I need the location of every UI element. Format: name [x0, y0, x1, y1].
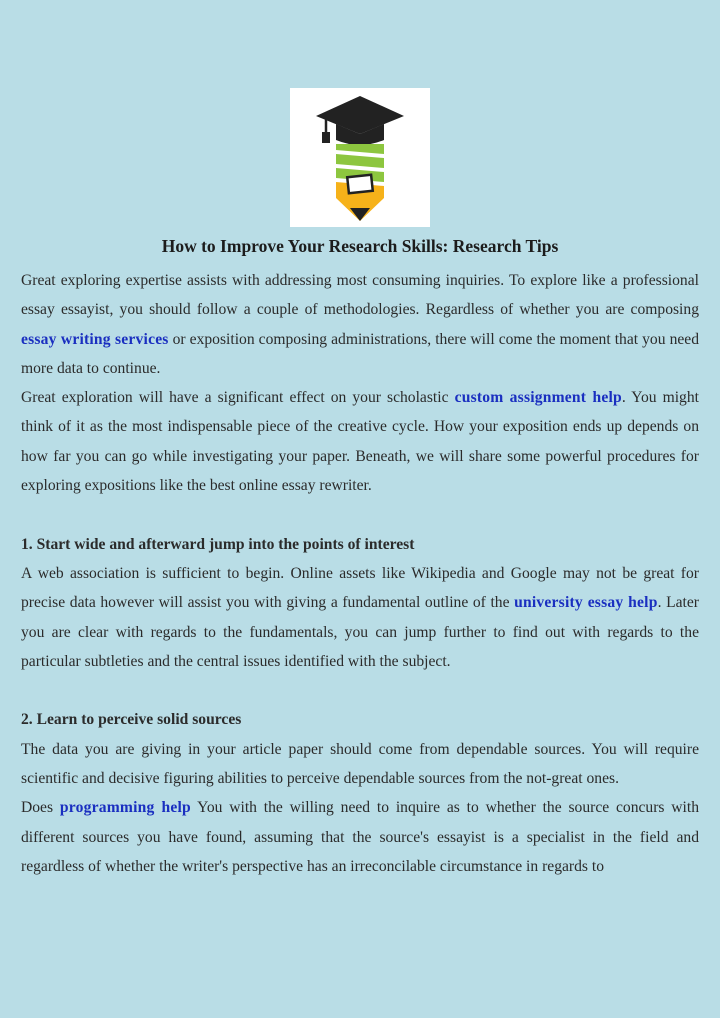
custom-assignment-help-link[interactable]: custom assignment help [454, 389, 622, 407]
programming-help-link[interactable]: programming help [59, 799, 191, 817]
logo [290, 88, 430, 227]
university-essay-help-link[interactable]: university essay help [514, 594, 658, 612]
essay-writing-services-link[interactable]: essay writing services [21, 330, 169, 348]
section-2-paragraph: The data you are giving in your article paper should come from dependable sources. You will require scientific and decisive figuring abilities to perceive dependable sources from the not-great ones. [21, 740, 699, 788]
article-body [21, 266, 699, 881]
section-1-heading: 1. Start wide and afterward jump into the points of interest [21, 535, 415, 553]
section-2-heading: 2. Learn to perceive solid sources [21, 711, 242, 729]
graduation-cap-pencil-icon [290, 88, 430, 227]
intro-paragraph: Great exploring expertise assists with addressing most consuming inquiries. To explore like a professional essay essayist, you should follow a couple of methodologies. Regardless of whether you are composing essay writing services or exposition composing administrations, there will come the moment that you need more data to continue. [21, 272, 700, 377]
spacer [21, 500, 699, 529]
page-title: How to Improve Your Research Skills: Research Tips [161, 236, 559, 256]
section-2-paragraph-2: Does programming help You with the willing need to inquire as to whether the source concurs with different sources you have found, assuming that the source's essayist is a specialist in the field and regardless of whether the writer's perspective has an irreconcilable circumstance in regards to [21, 799, 700, 875]
second-paragraph: Great exploration will have a significant effect on your scholastic custom assignment help. You might think of it as the most indispensable piece of the creative cycle. How your exposition ends up depends on how far you can go while investigating your paper. Beneath, we will share some powerful procedures for exploring expositions like the best online essay rewriter. [21, 389, 699, 495]
spacer [21, 676, 699, 705]
section-1-paragraph: A web association is sufficient to begin. Online assets like Wikipedia and Google may not be great for precise data however will assist you with giving a fundamental outline of the university essay help. Later you are clear with regards to the fundamentals, you can jump further to find out with regards to the particular subtleties and the central issues identified with the subject. [21, 564, 699, 670]
